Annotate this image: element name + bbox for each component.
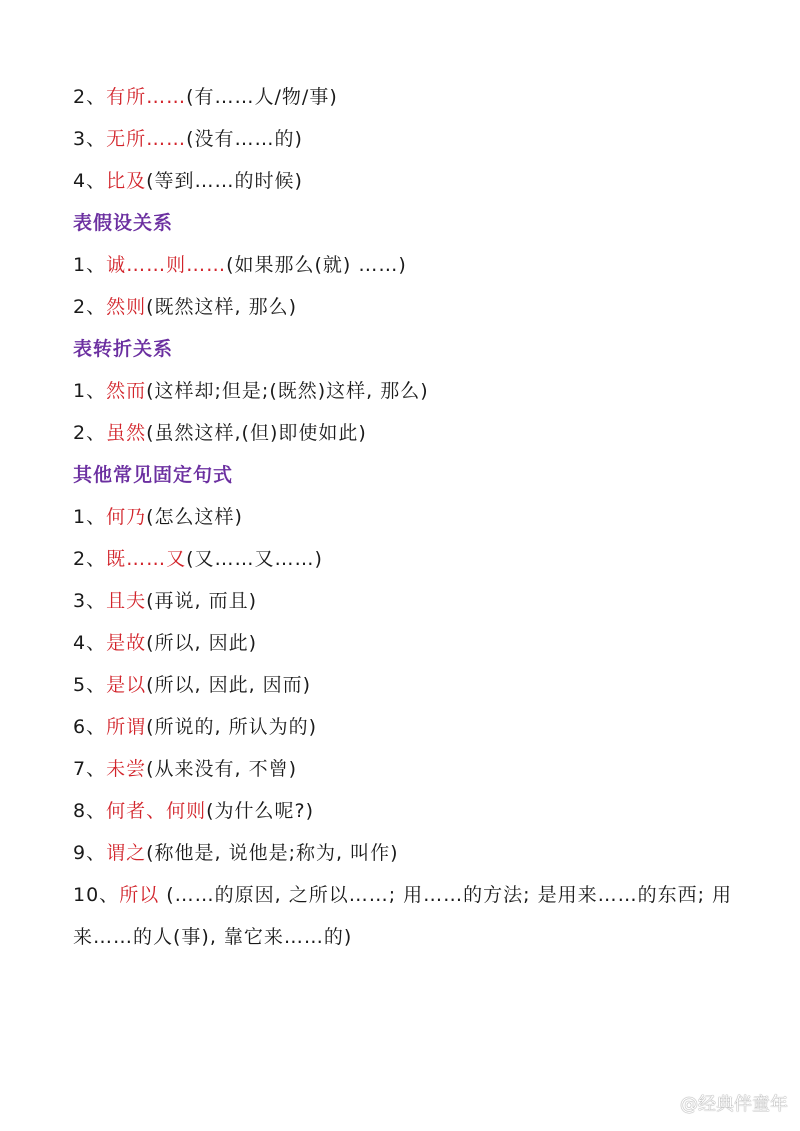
item-num: 8、 [73,800,107,822]
item-key: 何者、何则 [106,800,207,822]
list-item [73,118,753,160]
item-desc: (没有……的) [186,128,303,150]
item-num: 2、 [73,422,107,444]
item-key: 诚……则…… [106,254,227,276]
item-desc: (从来没有, 不曾) [146,758,298,780]
section-heading: 表转折关系 [73,338,174,360]
item-num: 9、 [73,842,107,864]
item-num: 4、 [73,170,107,192]
list-item [73,832,753,874]
item-num: 1、 [73,380,107,402]
list-item [73,790,753,832]
item-num: 6、 [73,716,107,738]
item-key: 所以 [119,884,160,906]
item-desc: (为什么呢?) [206,800,315,822]
item-key: 是故 [106,632,147,654]
item-num: 2、 [73,548,107,570]
item-num: 5、 [73,674,107,696]
item-num: 1、 [73,506,107,528]
list-item [73,496,753,538]
item-desc: (所以, 因此, 因而) [146,674,312,696]
list-item [73,244,753,286]
list-item [73,706,753,748]
item-key: 是以 [106,674,147,696]
item-desc: (如果那么(就) ……) [226,254,407,276]
item-desc: (又……又……) [186,548,323,570]
list-item [73,286,753,328]
item-key: 无所…… [106,128,187,150]
item-key: 且夫 [106,590,147,612]
list-item [73,874,753,958]
item-num: 3、 [73,590,107,612]
item-desc: (既然这样, 那么) [146,296,298,318]
item-num: 1、 [73,254,107,276]
item-desc: (等到……的时候) [146,170,303,192]
item-num: 7、 [73,758,107,780]
item-key: 然则 [106,296,147,318]
list-item [73,370,753,412]
item-desc: (所以, 因此) [146,632,258,654]
document-body [73,76,753,958]
section-heading: 表假设关系 [73,212,174,234]
item-desc: (再说, 而且) [146,590,258,612]
item-desc: (称他是, 说他是;称为, 叫作) [146,842,399,864]
item-desc: (有……人/物/事) [186,86,338,108]
item-key: 既……又 [106,548,187,570]
list-item [73,412,753,454]
item-key: 未尝 [106,758,147,780]
list-item [73,664,753,706]
list-item [73,538,753,580]
item-key: 谓之 [106,842,147,864]
item-num: 3、 [73,128,107,150]
item-num: 2、 [73,296,107,318]
item-desc: (所说的, 所认为的) [146,716,318,738]
list-item [73,748,753,790]
item-key: 何乃 [106,506,147,528]
list-item [73,76,753,118]
item-key: 然而 [106,380,147,402]
item-num: 4、 [73,632,107,654]
item-key: 比及 [106,170,147,192]
item-desc: (这样却;但是;(既然)这样, 那么) [146,380,429,402]
list-item [73,160,753,202]
watermark: @经典伴童年 [680,1094,788,1115]
item-key: 有所…… [106,86,187,108]
section-heading: 其他常见固定句式 [73,464,234,486]
item-key: 所谓 [106,716,147,738]
item-desc: (……的原因, 之所以……; 用……的方法; 是用来……的东西; 用来……的人(事), 靠它来……的) [73,884,733,948]
item-key: 虽然 [106,422,147,444]
item-num: 2、 [73,86,107,108]
item-desc: (怎么这样) [146,506,243,528]
item-num: 10、 [73,884,120,906]
item-desc: (虽然这样,(但)即使如此) [146,422,367,444]
list-item [73,622,753,664]
list-item [73,580,753,622]
